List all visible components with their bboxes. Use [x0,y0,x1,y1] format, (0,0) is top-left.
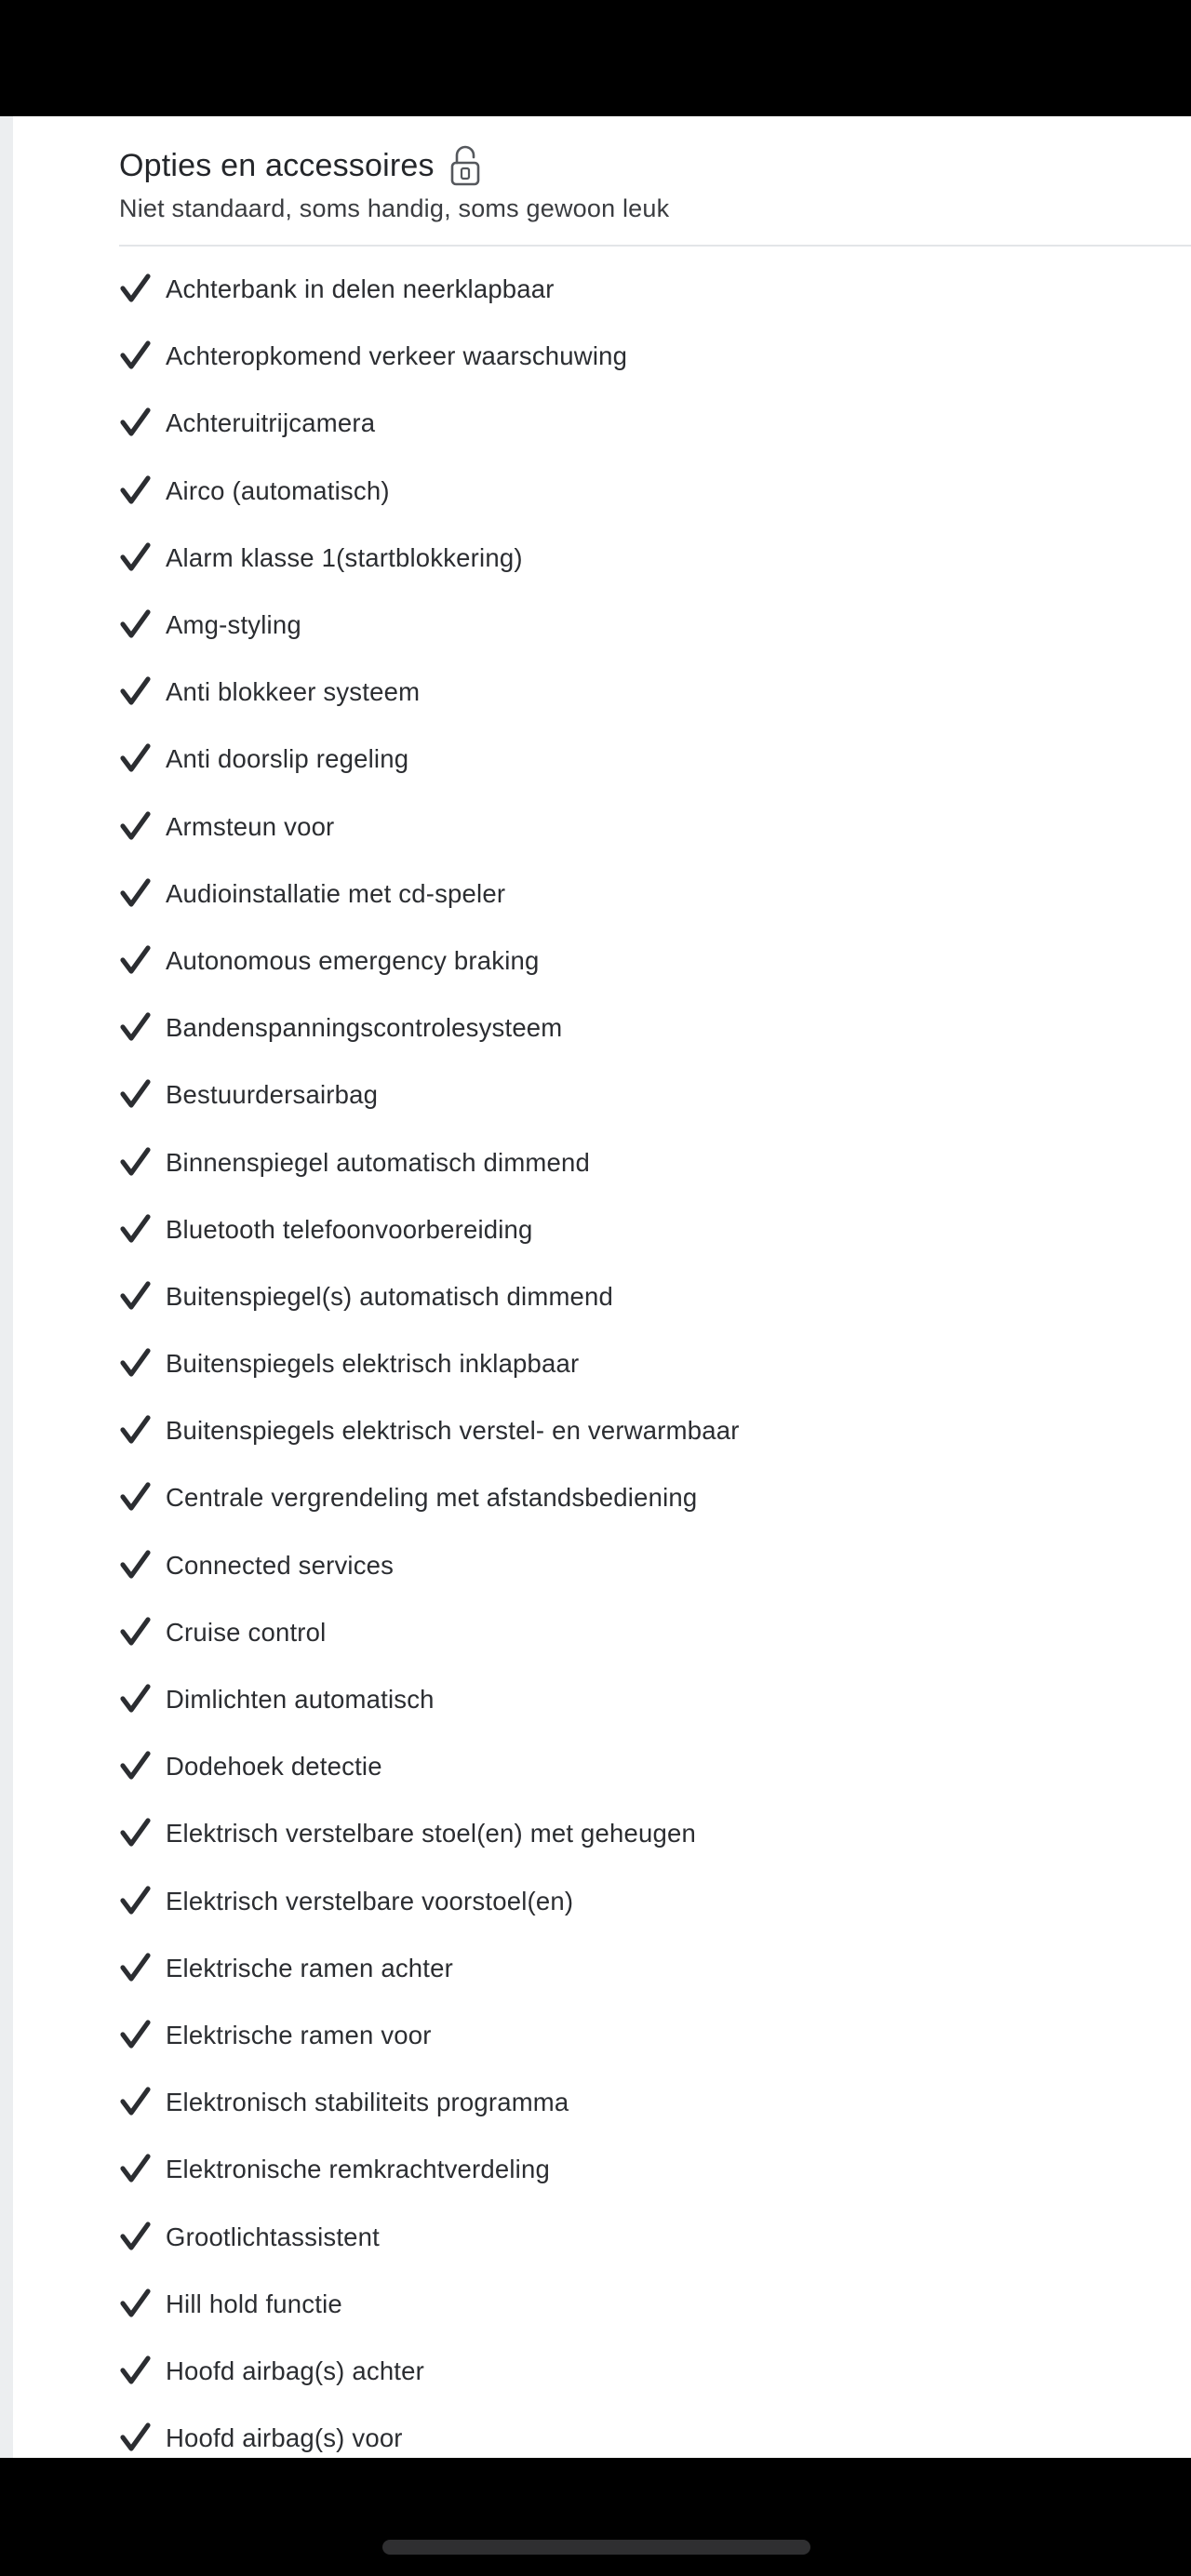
option-label: Autonomous emergency braking [166,945,540,975]
option-label: Elektronisch stabiliteits programma [166,2088,569,2117]
option-item [119,1666,740,1733]
checkmark-icon [119,2221,153,2254]
unlock-icon[interactable] [449,145,481,186]
option-label: Airco (automatisch) [166,475,390,505]
option-label: Bluetooth telefoonvoorbereiding [166,1214,533,1244]
option-item [119,1599,740,1666]
checkmark-icon [119,1952,153,1985]
checkmark-icon [119,877,153,911]
checkmark-icon [119,2288,153,2321]
checkmark-icon [119,1011,153,1045]
option-label: Amg-styling [166,610,301,640]
checkmark-icon [119,340,153,373]
checkmark-icon [119,1549,153,1582]
option-label: Anti doorslip regeling [166,744,409,774]
options-list [119,256,740,2458]
option-item [119,928,740,994]
option-label: Dodehoek detectie [166,1752,382,1782]
option-label: Achterbank in delen neerklapbaar [166,274,555,304]
header-divider [119,245,1191,247]
checkmark-icon [119,541,153,575]
option-item [119,794,740,861]
option-label: Binnenspiegel automatisch dimmend [166,1147,591,1177]
checkmark-icon [119,742,153,776]
section-header [119,142,1191,223]
option-item [119,390,740,457]
checkmark-icon [119,1213,153,1247]
option-label: Bestuurdersairbag [166,1080,379,1110]
checkmark-icon [119,2153,153,2186]
option-label: Cruise control [166,1617,327,1647]
option-label: Achteruitrijcamera [166,408,376,438]
option-item [119,726,740,793]
option-item [119,1061,740,1128]
option-label: Dimlichten automatisch [166,1685,435,1715]
option-label: Elektrische ramen achter [166,1953,453,1982]
title-row [119,142,1191,189]
option-label: Elektronische remkrachtverdeling [166,2155,550,2184]
option-item [119,256,740,323]
checkmark-icon [119,1683,153,1716]
option-label: Hoofd airbag(s) achter [166,2356,425,2385]
option-label: Buitenspiegels elektrisch verstel- en verwarmbaar [166,1416,740,1446]
bottom-bar [0,2458,1191,2576]
option-label: Elektrisch verstelbare voorstoel(en) [166,1886,574,1915]
option-label: Buitenspiegels elektrisch inklapbaar [166,1349,580,1379]
option-item [119,592,740,659]
option-label: Elektrisch verstelbare stoel(en) met geheugen [166,1819,696,1849]
option-item [119,2405,740,2458]
checkmark-icon [119,1885,153,1918]
checkmark-icon [119,1481,153,1515]
option-item [119,861,740,928]
option-item [119,1464,740,1531]
checkmark-icon [119,1347,153,1381]
option-label: Connected services [166,1550,395,1580]
option-label: Hill hold functie [166,2289,342,2318]
checkmark-icon [119,407,153,440]
option-item [119,1128,740,1195]
checkmark-icon [119,1750,153,1783]
checkmark-icon [119,608,153,642]
checkmark-icon [119,675,153,709]
option-item [119,1800,740,1867]
checkmark-icon [119,2422,153,2455]
option-label: Elektrische ramen voor [166,2020,432,2049]
checkmark-icon [119,2019,153,2052]
checkmark-icon [119,944,153,978]
option-label: Bandenspanningscontrolesysteem [166,1013,563,1043]
option-item [119,659,740,726]
option-label: Armsteun voor [166,811,335,841]
option-item [119,323,740,390]
panel-left-edge [0,116,13,2458]
checkmark-icon [119,273,153,306]
section-subtitle: Niet standaard, soms handig, soms gewoon leuk [119,194,670,222]
section-title: Opties en accessoires [119,147,435,183]
checkmark-icon [119,1146,153,1180]
checkmark-icon [119,1078,153,1112]
option-item [119,525,740,592]
option-item [119,1935,740,2002]
option-label: Anti blokkeer systeem [166,677,421,707]
option-item [119,458,740,525]
option-item [119,1532,740,1599]
checkmark-icon [119,474,153,508]
option-item [119,2271,740,2338]
options-panel [0,116,1191,2458]
status-bar [0,0,1191,116]
option-label: Achteropkomend verkeer waarschuwing [166,341,628,371]
option-item [119,1733,740,1800]
option-label: Grootlichtassistent [166,2222,381,2251]
checkmark-icon [119,810,153,844]
option-item [119,2203,740,2270]
option-item [119,994,740,1061]
checkmark-icon [119,1414,153,1448]
option-item [119,1196,740,1263]
checkmark-icon [119,2355,153,2388]
checkmark-icon [119,1817,153,1850]
option-item [119,1330,740,1397]
option-label: Audioinstallatie met cd-speler [166,878,506,908]
option-item [119,1263,740,1330]
checkmark-icon [119,2086,153,2119]
option-item [119,2136,740,2203]
home-indicator[interactable] [382,2540,810,2555]
option-label: Centrale vergrendeling met afstandsbediening [166,1483,698,1513]
option-label: Hoofd airbag(s) voor [166,2423,403,2453]
option-item [119,2338,740,2405]
option-item [119,1397,740,1464]
checkmark-icon [119,1616,153,1649]
option-label: Buitenspiegel(s) automatisch dimmend [166,1281,614,1311]
option-item [119,1868,740,1935]
option-item [119,2069,740,2136]
option-item [119,2002,740,2069]
checkmark-icon [119,1280,153,1314]
option-label: Alarm klasse 1(startblokkering) [166,542,523,572]
